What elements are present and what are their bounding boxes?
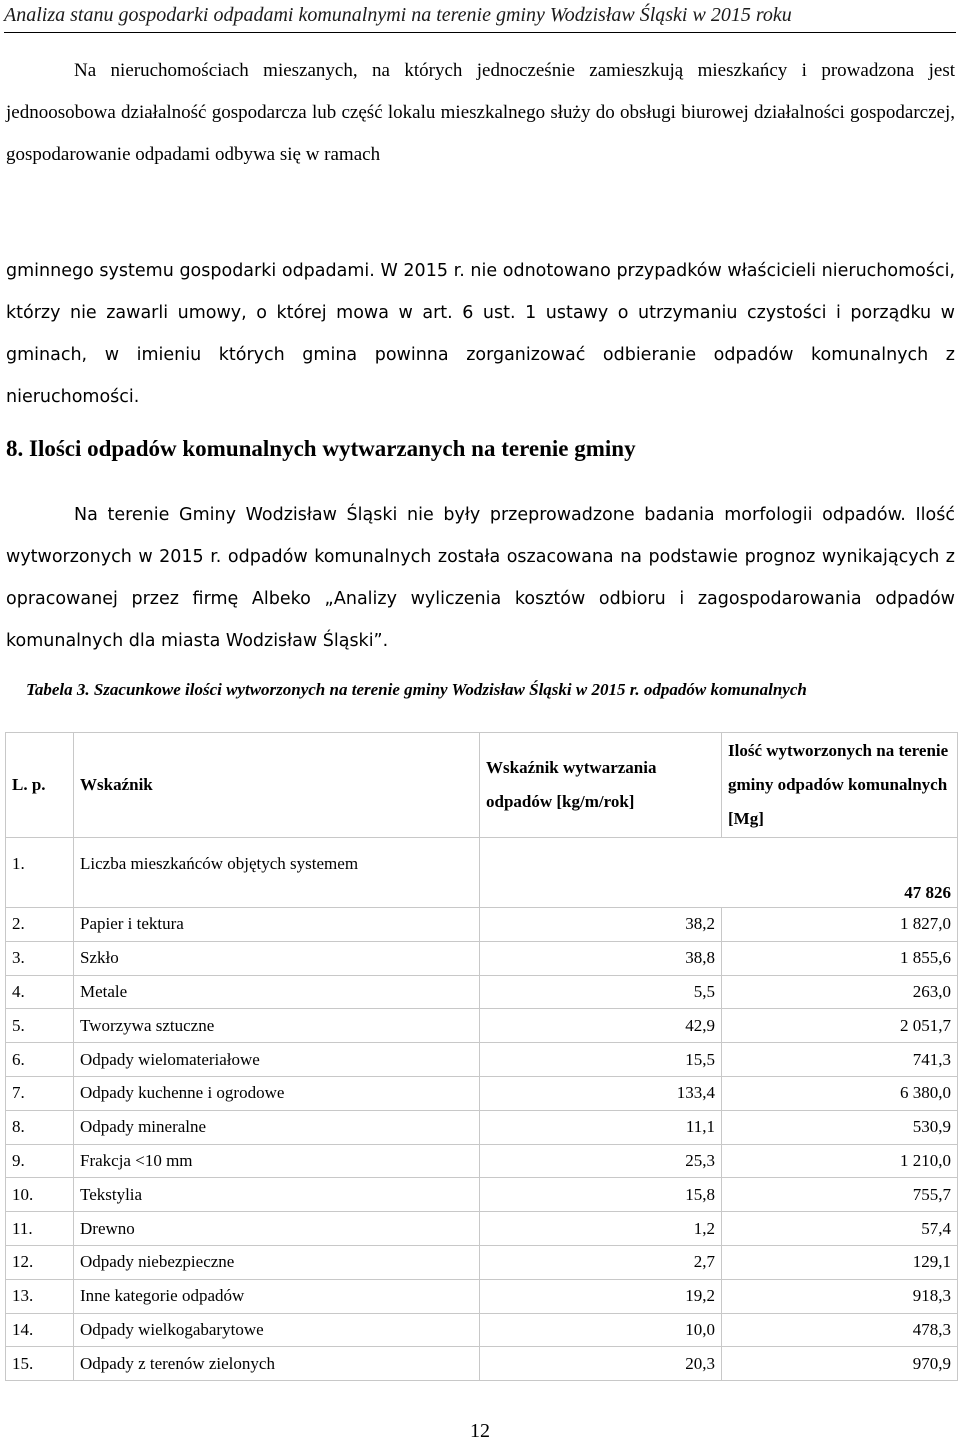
cell-amount: 970,9 (722, 1347, 958, 1381)
cell-amount: 1 855,6 (722, 941, 958, 975)
cell-population-value: 47 826 (480, 838, 958, 908)
table-caption: Tabela 3. Szacunkowe ilości wytworzonych na terenie gminy Wodzisław Śląski w 2015 r. odpadów komunalnych (26, 680, 807, 699)
cell-rate: 19,2 (480, 1279, 722, 1313)
paragraph-mixed-properties-text: Na nieruchomościach mieszanych, na których jednocześnie zamieszkują mieszkańcy i prowadzona jest jednoosobowa działalność gospodarcza lub część lokalu mieszkalnego służy do obsługi biurowej działalności gospodarczej, gospodarowanie odpadami odbywa się w ramach (6, 60, 955, 165)
table-row (6, 1245, 958, 1279)
cell-name: Odpady kuchenne i ogrodowe (74, 1076, 480, 1110)
table-row (6, 1178, 958, 1212)
cell-rate: 2,7 (480, 1245, 722, 1279)
table-row (6, 1009, 958, 1043)
table-row (6, 941, 958, 975)
table-row (6, 1212, 958, 1246)
cell-name: Inne kategorie odpadów (74, 1279, 480, 1313)
cell-rate: 133,4 (480, 1076, 722, 1110)
cell-name: Odpady mineralne (74, 1110, 480, 1144)
cell-amount: 1 827,0 (722, 908, 958, 942)
cell-rate: 5,5 (480, 975, 722, 1009)
header-no: L. p. (6, 733, 74, 838)
cell-no: 15. (6, 1347, 74, 1381)
table-row (6, 975, 958, 1009)
table-row (6, 1279, 958, 1313)
cell-rate: 15,5 (480, 1043, 722, 1077)
table-row (6, 1043, 958, 1077)
cell-rate: 20,3 (480, 1347, 722, 1381)
cell-no: 4. (6, 975, 74, 1009)
paragraph-no-violations-text: gminnego systemu gospodarki odpadami. W 2015 r. nie odnotowano przypadków właścicieli nieruchomości, którzy nie zawarli umowy, o której mowa w art. 6 ust. 1 ustawy o utrzymaniu czystości i porządku w gminach, w imieniu których gmina powinna zorganizować odbieranie odpadów komunalnych z nieruchomości. (6, 261, 955, 407)
cell-amount: 755,7 (722, 1178, 958, 1212)
table-row (6, 1347, 958, 1381)
cell-name: Tworzywa sztuczne (74, 1009, 480, 1043)
cell-no: 10. (6, 1178, 74, 1212)
table-row (6, 1076, 958, 1110)
paragraph-estimation-method (6, 494, 955, 662)
section-heading: 8. Ilości odpadów komunalnych wytwarzanych na terenie gminy (6, 436, 636, 461)
cell-no: 6. (6, 1043, 74, 1077)
header-indicator: Wskaźnik (74, 733, 480, 838)
cell-rate: 11,1 (480, 1110, 722, 1144)
cell-name: Szkło (74, 941, 480, 975)
cell-name: Odpady wielomateriałowe (74, 1043, 480, 1077)
cell-no: 5. (6, 1009, 74, 1043)
cell-name: Odpady wielkogabarytowe (74, 1313, 480, 1347)
waste-table (5, 732, 958, 1381)
cell-name: Metale (74, 975, 480, 1009)
cell-rate: 42,9 (480, 1009, 722, 1043)
cell-name: Liczba mieszkańców objętych systemem (74, 838, 480, 908)
header-rate: Wskaźnik wytwarzania odpadów [kg/m/rok] (480, 733, 722, 838)
paragraph-mixed-properties (6, 50, 955, 176)
table-row (6, 1144, 958, 1178)
cell-rate: 15,8 (480, 1178, 722, 1212)
paragraph-no-violations (6, 250, 955, 418)
cell-amount: 129,1 (722, 1245, 958, 1279)
cell-rate: 1,2 (480, 1212, 722, 1246)
table-row (6, 1110, 958, 1144)
table-row-population (6, 838, 958, 908)
table-header-row (6, 733, 958, 838)
cell-no: 11. (6, 1212, 74, 1246)
cell-rate: 38,2 (480, 908, 722, 942)
cell-no: 1. (6, 838, 74, 908)
table-row (6, 1313, 958, 1347)
cell-amount: 57,4 (722, 1212, 958, 1246)
cell-name: Tekstylia (74, 1178, 480, 1212)
cell-no: 2. (6, 908, 74, 942)
cell-rate: 10,0 (480, 1313, 722, 1347)
page-number: 12 (470, 1420, 490, 1442)
cell-amount: 741,3 (722, 1043, 958, 1077)
cell-rate: 38,8 (480, 941, 722, 975)
cell-no: 14. (6, 1313, 74, 1347)
cell-name: Drewno (74, 1212, 480, 1246)
cell-name: Odpady z terenów zielonych (74, 1347, 480, 1381)
header-amount: Ilość wytworzonych na terenie gminy odpadów komunalnych [Mg] (722, 733, 958, 838)
paragraph-estimation-method-text: Na terenie Gminy Wodzisław Śląski nie były przeprowadzone badania morfologii odpadów. Ilość wytworzonych w 2015 r. odpadów komunalnych została oszacowana na podstawie prognoz wynikających z opracowanej przez firmę Albeko „Analizy wyliczenia kosztów odbioru i zagospodarowania odpadów komunalnych dla miasta Wodzisław Śląski”. (6, 505, 955, 651)
cell-name: Odpady niebezpieczne (74, 1245, 480, 1279)
cell-no: 9. (6, 1144, 74, 1178)
cell-amount: 1 210,0 (722, 1144, 958, 1178)
cell-no: 7. (6, 1076, 74, 1110)
cell-no: 3. (6, 941, 74, 975)
header-rule (4, 32, 956, 33)
cell-amount: 263,0 (722, 975, 958, 1009)
cell-no: 13. (6, 1279, 74, 1313)
cell-amount: 918,3 (722, 1279, 958, 1313)
cell-amount: 2 051,7 (722, 1009, 958, 1043)
cell-name: Frakcja <10 mm (74, 1144, 480, 1178)
cell-no: 8. (6, 1110, 74, 1144)
table-row (6, 908, 958, 942)
cell-rate: 25,3 (480, 1144, 722, 1178)
running-header: Analiza stanu gospodarki odpadami komunalnymi na terenie gminy Wodzisław Śląski w 2015 roku (4, 4, 792, 26)
cell-amount: 6 380,0 (722, 1076, 958, 1110)
cell-amount: 530,9 (722, 1110, 958, 1144)
cell-no: 12. (6, 1245, 74, 1279)
cell-amount: 478,3 (722, 1313, 958, 1347)
cell-name: Papier i tektura (74, 908, 480, 942)
